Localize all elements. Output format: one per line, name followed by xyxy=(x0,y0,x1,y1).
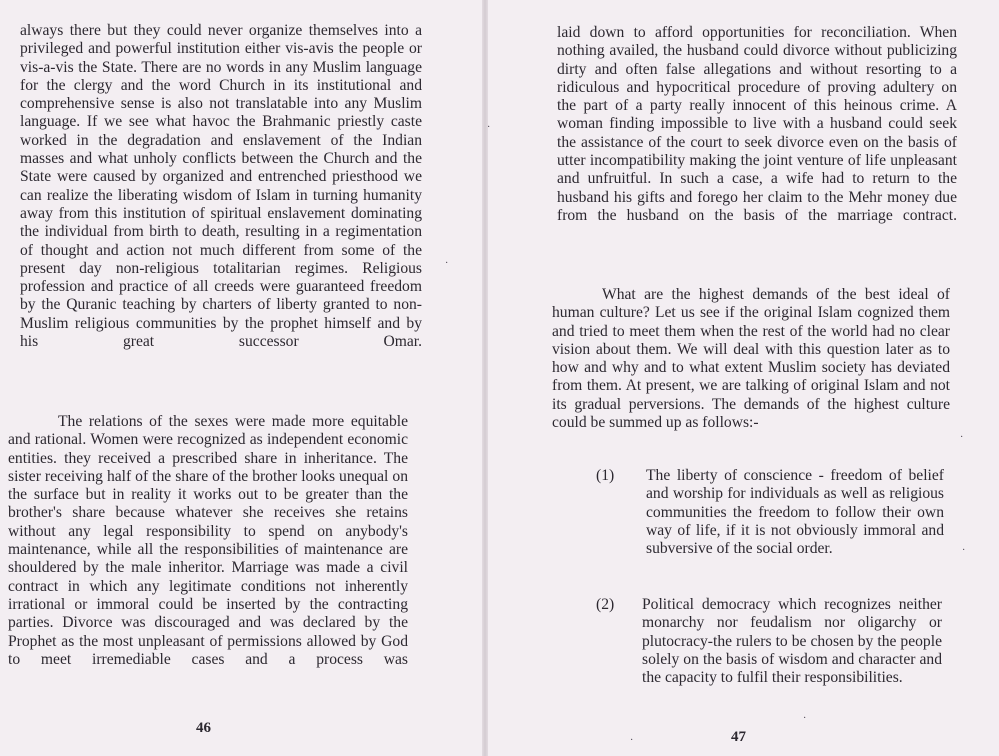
left-paragraph-2: The relations of the sexes were made more equitable and rational. Women were recognized as independent economic entities. they received a prescribed share in inheritance. The sister receiving half of the share of the brother looks unequal on the surface but in reality it works out to be greater than the brother's share because whatever she receives she retains without any legal responsibility to spend on anybody's maintenance, while all the responsibilities of maintenance are shouldered by the male inheritor. Marriage was made a civil contract in which any legitimate conditions not inherently irrational or immoral could be inserted by the contracting parties. Divorce was discouraged and was declared by the Prophet as the most unpleasant of permissions allowed by God to meet irremediable cases and a process was xyxy=(8,413,408,668)
left-paragraph-1: always there but they could never organize themselves into a privileged and powerful institution either vis-avis the people or vis-a-vis the State. There are no words in any Muslim language for the clergy and the word Church in its institutional and comprehensive sense is also not translatable into any Muslim language. If we see what havoc the Brahmanic priestly caste worked in the degradation and enslavement of the Indian masses and what unholy conflicts between the Church and the State were caused by organized and entrenched priesthood we can realize the liberating wisdom of Islam in turning humanity away from this institution of spiritual enslavement dominating the individual from birth to death, resulting in a regimentation of thought and action not much different from some of the present day non-religious totalitarian regimes. Religious profession and practice of all creeds were guaranteed freedom by the Quranic teaching by charters of liberty granted to non-Muslim religious communities by the prophet himself and by his great successor Omar. xyxy=(20,22,422,351)
dust-speck: · xyxy=(487,122,491,133)
dust-speck: · xyxy=(960,432,964,443)
dust-speck: · xyxy=(962,545,966,556)
right-page-number: 47 xyxy=(731,729,746,745)
dust-speck: · xyxy=(803,713,807,724)
list-item-2-text: Political democracy which recognizes neither monarchy nor feudalism nor oligarchy or plutocracy-the rulers to be chosen by the people solely on the basis of wisdom and character and the capacity to fulfil their responsibilities. xyxy=(642,596,942,687)
dust-speck: · xyxy=(445,258,449,269)
dust-speck: · xyxy=(630,735,634,746)
book-spine xyxy=(482,0,491,756)
list-item-1-number: (1) xyxy=(596,467,615,484)
right-paragraph-2: What are the highest demands of the best ideal of human culture? Let us see if the original Islam cognized them and tried to meet them when the rest of the world had no clear vision about them. We will deal with this question later as to how and why and to what extent Muslim society has deviated from them. At present, we are talking of original Islam and not its gradual perversions. The demands of the highest culture could be summed up as follows:- xyxy=(552,286,950,432)
left-page-number: 46 xyxy=(196,720,211,736)
list-item-1-text: The liberty of conscience - freedom of belief and worship for individuals as well as religious communities the freedom to follow their own way of life, if it is not obviously immoral and subversive of the social order. xyxy=(646,467,944,558)
list-item-2-number: (2) xyxy=(596,596,615,613)
right-paragraph-1: laid down to afford opportunities for reconciliation. When nothing availed, the husband could divorce without publicizing dirty and often false allegations and without resorting to a ridiculous and hypocritical procedure of proving adultery on the part of a party really innocent of this heinous crime. A woman finding impossible to live with a husband could seek the assistance of the court to seek divorce even on the basis of utter incompatibility making the joint venture of life unpleasant and unfruitful. In such a case, a wife had to return to the husband his gifts and forego her claim to the Mehr money due from the husband on the basis of the marriage contract. xyxy=(557,24,957,224)
